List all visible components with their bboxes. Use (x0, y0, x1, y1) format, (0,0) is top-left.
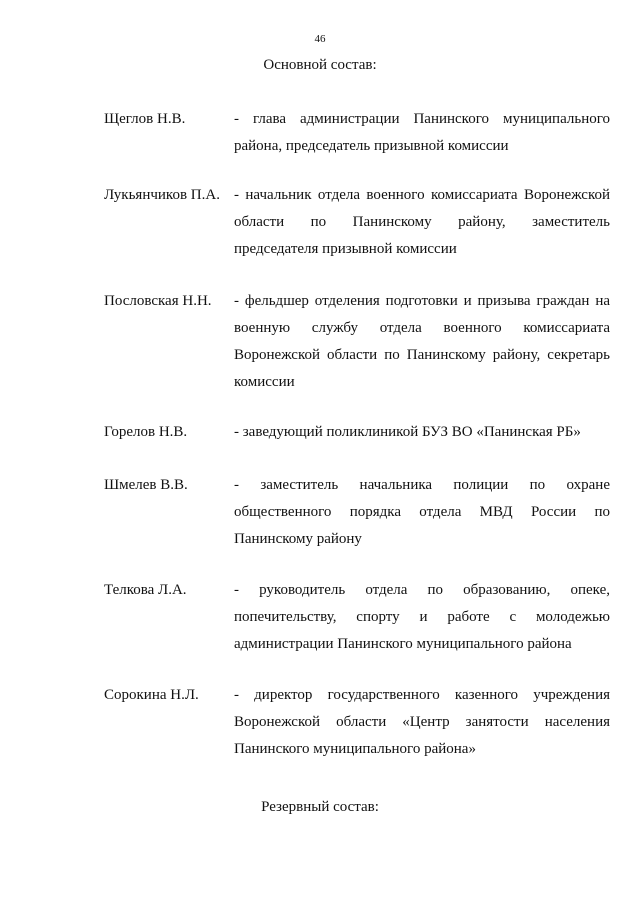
member-name: Горелов Н.В. (104, 424, 188, 440)
member-role-line: Воронежской области по Панинскому району, секретарь (234, 347, 610, 363)
member-role-line: - руководитель отдела по образованию, опеке, (234, 582, 610, 598)
member-name: Лукьянчиков П.А. (104, 187, 220, 203)
member-role (234, 182, 610, 263)
member-role-line: района, председатель призывной комиссии (234, 138, 509, 154)
member-role (234, 288, 610, 396)
reserve-composition-heading: Резервный состав: (261, 799, 379, 815)
member-role-line: председателя призывной комиссии (234, 241, 457, 257)
member-role (234, 106, 610, 160)
member-role-line: Панинскому району (234, 531, 362, 547)
member-role-line: - глава администрации Панинского муниципального (234, 111, 610, 127)
main-composition-heading: Основной состав: (263, 57, 377, 73)
member-role-line: - директор государственного казенного учреждения (234, 687, 610, 703)
member-name: Сорокина Н.Л. (104, 687, 199, 703)
member-role-line: области по Панинскому району, заместитель (234, 214, 610, 230)
page-number: 46 (314, 33, 326, 45)
member-name: Щеглов Н.В. (104, 111, 186, 127)
member-role-line: попечительству, спорту и работе с молодежью (234, 609, 610, 625)
member-role-line: комиссии (234, 374, 295, 390)
member-role-line: военную службу отдела военного комиссариата (234, 320, 610, 336)
member-role-line: - фельдшер отделения подготовки и призыва граждан на (234, 293, 610, 309)
member-role (234, 472, 610, 553)
member-role-line: общественного порядка отдела МВД России по (234, 504, 610, 520)
member-role-line: - заведующий поликлиникой БУЗ ВО «Панинская РБ» (234, 424, 581, 440)
member-role-line: Воронежской области «Центр занятости населения (234, 714, 610, 730)
member-role-line: Панинского муниципального района» (234, 741, 476, 757)
member-role (234, 682, 610, 763)
member-role-line: администрации Панинского муниципального района (234, 636, 572, 652)
member-role (234, 577, 610, 658)
member-role-line: - заместитель начальника полиции по охране (234, 477, 610, 493)
member-name: Пословская Н.Н. (104, 293, 212, 309)
member-role (234, 419, 610, 446)
member-name: Шмелев В.В. (104, 477, 188, 493)
member-name: Телкова Л.А. (104, 582, 187, 598)
member-role-line: - начальник отдела военного комиссариата Воронежской (234, 187, 610, 203)
